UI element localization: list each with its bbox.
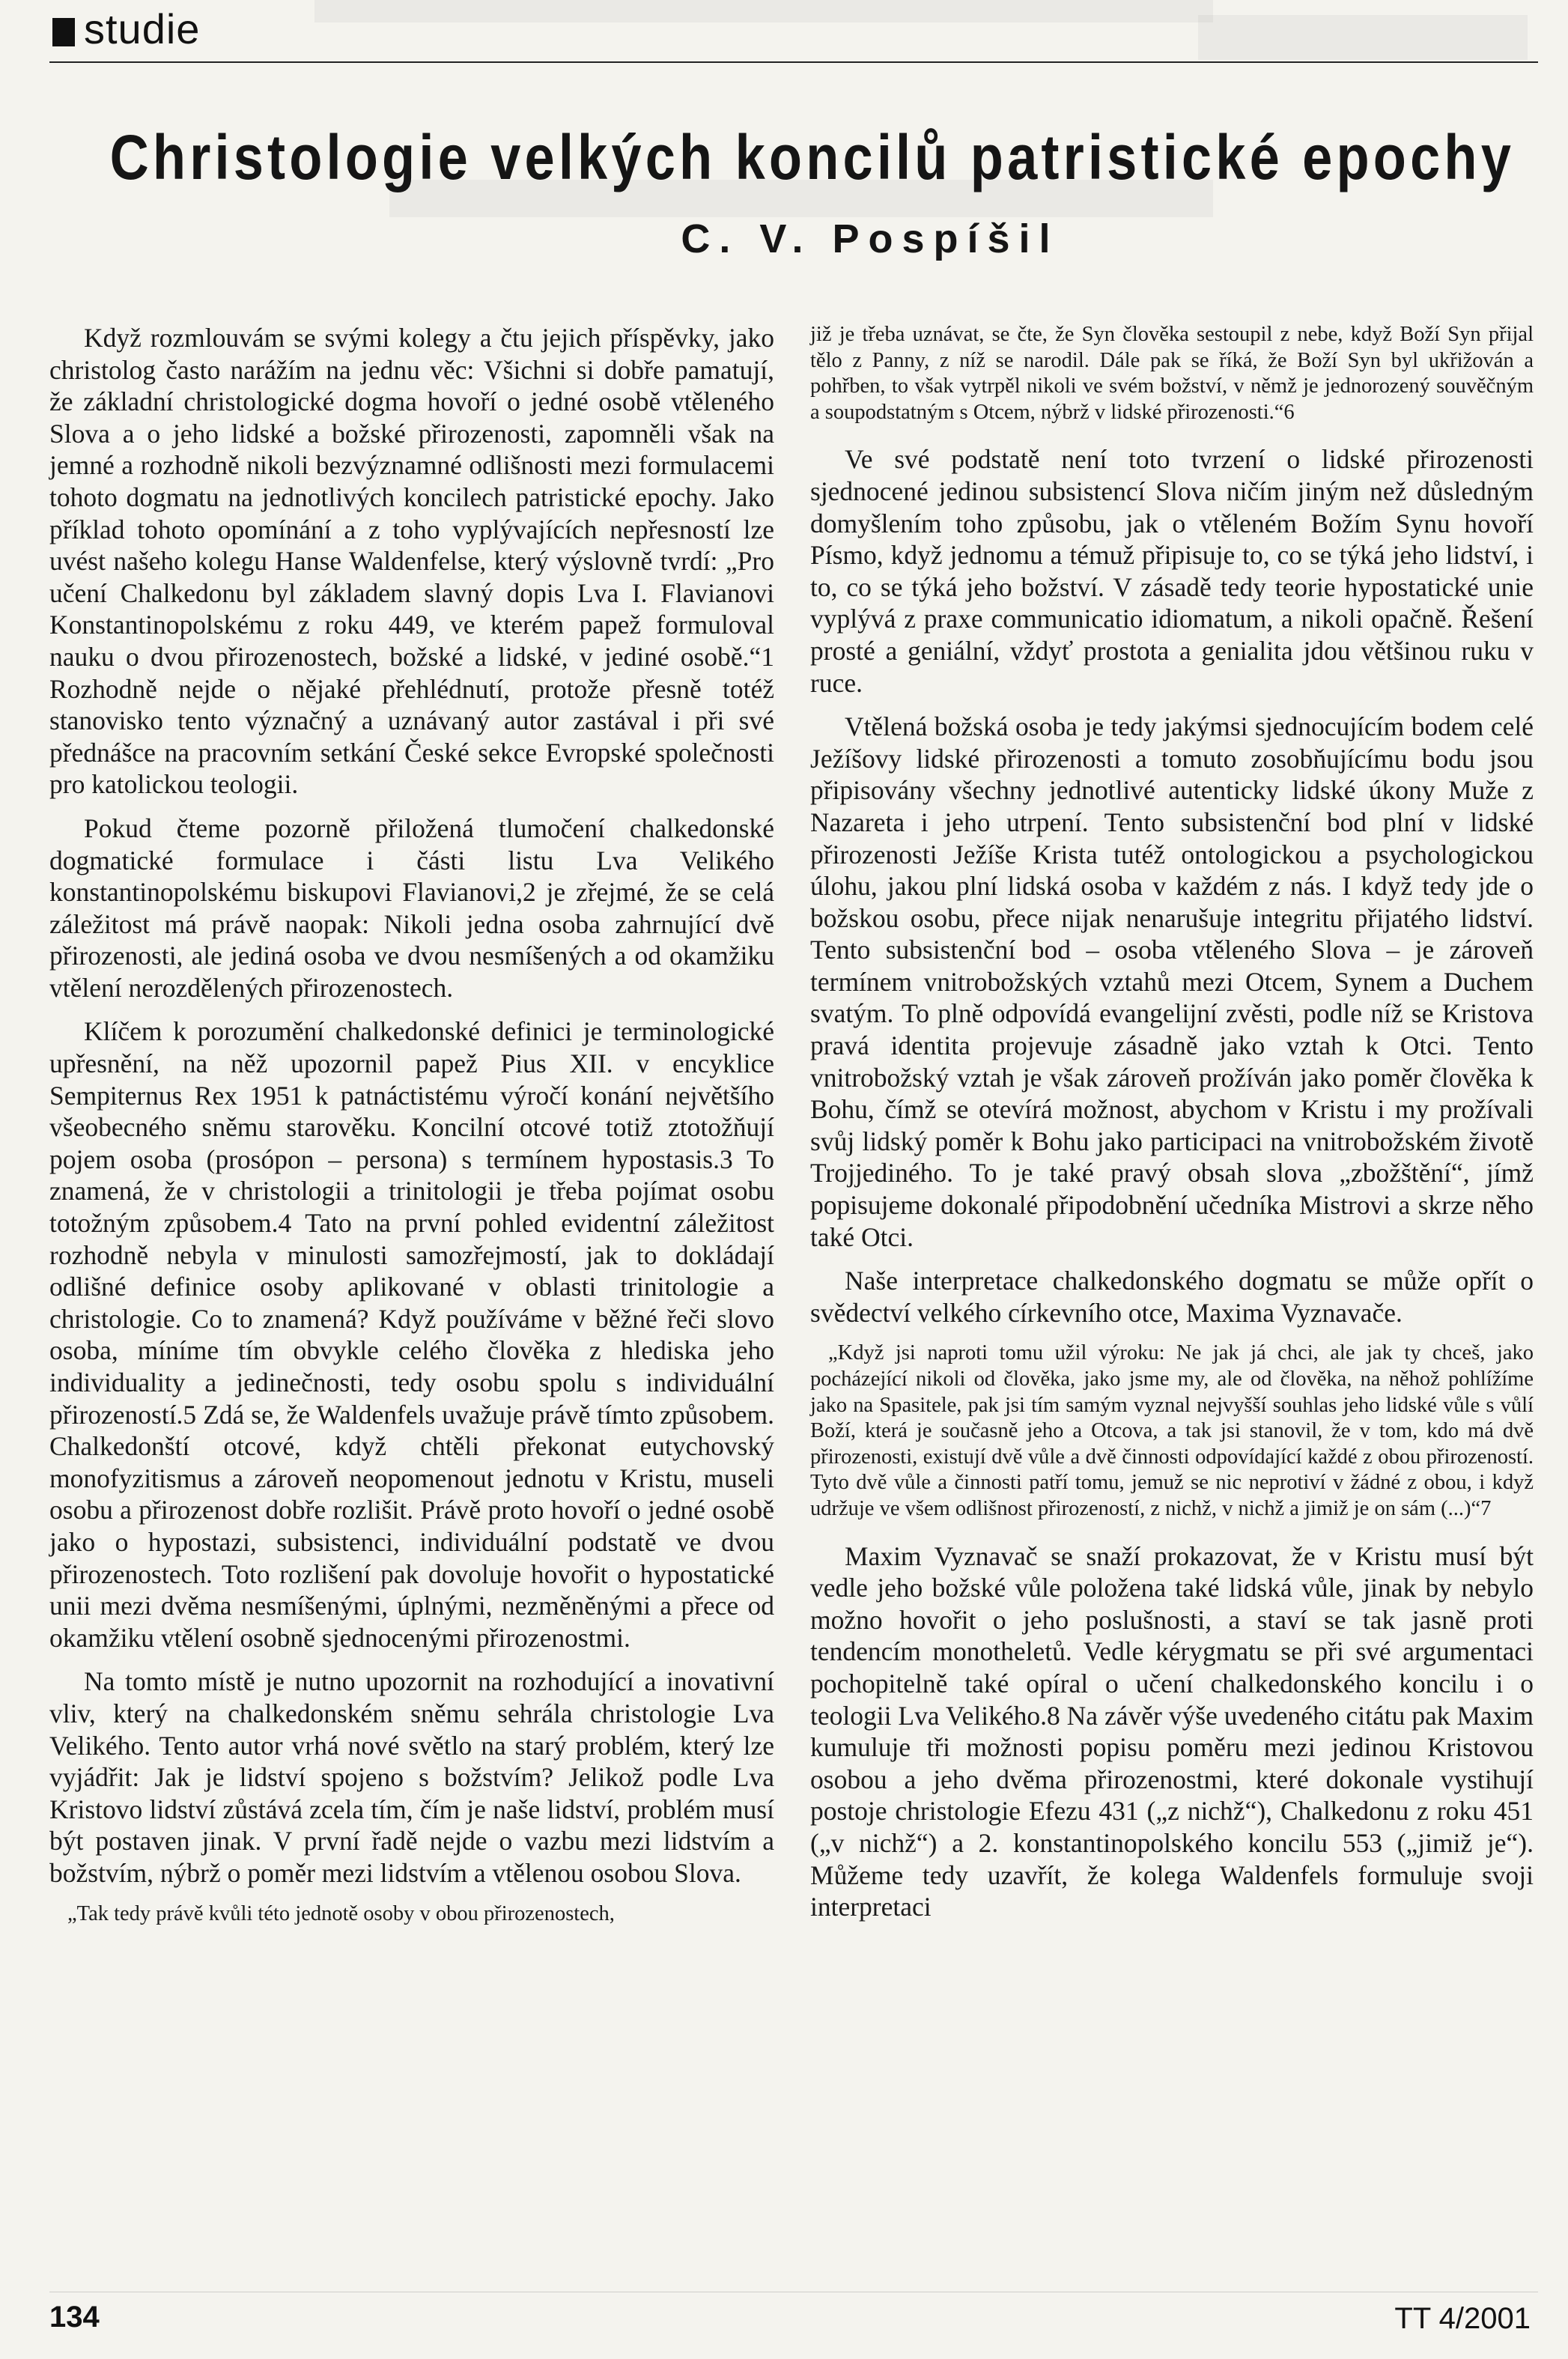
- paragraph: Pokud čteme pozorně přiložená tlumočení chalkedonské dogmatické formulace i části listu Lva Velikého konstantinopolskému biskupovi Flavianovi,2 je zřejmé, že se celá záležitost má právě naopak: Nikoli jedna osoba zahrnující dvě přirozenosti, ale jediná osoba ve dvou nesmíšených a od okamžiku vtělení nerozdělených přirozenostech.: [49, 813, 774, 1003]
- paragraph: Vtělená božská osoba je tedy jakýmsi sjednocujícím bodem celé Ježíšovy lidské přirozenosti a tomuto zosobňujícímu bodu jsou připisovány všechny jednotlivé autenticky lidské úkony Muže z Nazareta i jeho utrpení. Tento subsistenční bod plní v lidské přirozenosti Ježíše Krista tutéž ontologickou a psychologickou úlohu, jakou plní lidská osoba v každém z nás. I když tedy jde o božskou osobu, přece nijak nenarušuje integritu přijatého lidství. Tento subsistenční bod – osoba vtěleného Slova – je zároveň termínem vnitrobožských vztahů mezi Otcem, Synem a Duchem svatým. To plně odpovídá evangelijní zvěsti, podle níž se Kristova pravá identita projevuje zásadně jako vztah k Otci. Tento vnitrobožský vztah je však zároveň prožíván jako poměr člověka k Bohu, čímž se otevírá možnost, abychom v Kristu i my prožívali svůj lidský poměr k Bohu jako participaci na vnitrobožském životě Trojjediného. To je také pravý obsah slova „zbožštění“, jímž popisujeme dokonalé připodobnění učedníka Mistrovi a skrze něho také Otci.: [810, 711, 1534, 1252]
- block-quote-maximus: „Když jsi naproti tomu užil výroku: Ne jak já chci, ale jak ty chceš, jako pocházející nikoli od člověka, jako jsme my, ale od člověka, na něhož pohlížíme jako na Spasitele, pak jsi tím samým vyznal nejvyšší souhlas jeho lidské vůle s vůlí Boží, která je současně jeho a Otcova, a tak jsi stanovil, že v tom, kdo má dvě přirozenosti, existují dvě vůle a dvě činnosti odpovídající každé z obou přirozeností. Tyto dvě vůle a činnosti patří tomu, jemuž se nic neprotiví v žádné z obou, i když udržuje ve všem odlišnost přirozeností, z nichž, v nichž a jimiž je on sám (...)“7: [810, 1341, 1534, 1520]
- block-quote-end: již je třeba uznávat, se čte, že Syn člověka sestoupil z nebe, když Boží Syn přijal tělo z Panny, z níž se narodil. Dále pak se říká, že Boží Syn byl ukřižován a pohřben, to však vytrpěl nikoli ve svém božství, v němž je jednorozený souvěčným a soupodstatným s Otcem, nýbrž v lidské přirozenosti.“6: [810, 323, 1534, 424]
- paragraph: Když rozmlouvám se svými kolegy a čtu jejich příspěvky, jako christolog často narážím na jednu věc: Všichni si dobře pamatují, že základní christologické dogma hovoří o jedné osobě vtěleného Slova a o jeho lidské a božské přirozenosti, zapomněli však na jemné a rozhodně nikoli bezvýznamné odlišnosti mezi formulacemi tohoto dogmatu na jednotlivých koncilech patristické epochy. Jako příklad tohoto opomínání a z toho vyplývajících nepřesností lze uvést našeho kolegu Hanse Waldenfelse, který výslovně tvrdí: „Pro učení Chalkedonu byl základem slavný dopis Lva I. Flavianovi Konstantinopolskému z roku 449, ve kterém papež formuloval nauku o dvou přirozenostech, božské a lidské, v jediné osobě.“1 Rozhodně nejde o nějaké přehlédnutí, protože přesně totéž stanovisko tento význačný a uznávaný autor zastával i při své přednášce na pracovním setkání České sekce Evropské společnosti pro katolickou teologii.: [49, 323, 774, 800]
- article-author: C. V. Pospíšil: [681, 216, 1060, 261]
- right-column: [810, 322, 1534, 1935]
- block-quote-start: „Tak tedy právě kvůli této jednotě osoby v obou přirozenostech,: [67, 1901, 615, 1925]
- paragraph: Ve své podstatě není toto tvrzení o lidské přirozenosti sjednocené jedinou subsistencí Slova ničím jiným než důsledným domyšlením toho způsobu, jak o vtěleném Božím Synu hovoří Písmo, když jednomu a témuž připisuje to, co se týká jeho lidství, i to, co se týká jeho božství. V zásadě tedy teorie hypostatické unie vyplývá z praxe communicatio idiomatum, a nikoli opačně. Řešení prosté a geniální, vždyť prostota a genialita jdou většinou ruku v ruce.: [810, 444, 1534, 698]
- section-marker-square: [52, 18, 75, 46]
- paragraph: Na tomto místě je nutno upozornit na rozhodující a inovativní vliv, který na chalkedonském sněmu sehrála christologie Lva Velikého. Tento autor vrhá nové světlo na starý problém, který lze vyjádřit: Jak je lidství spojeno s božstvím? Jelikož podle Lva Kristovo lidství zůstává zcela tím, čím je naše lidství, problém musí být postaven jinak. V první řadě nejde o vazbu mezi lidstvím a božstvím, nýbrž o poměr mezi lidstvím a vtělenou osobou Slova.: [49, 1666, 774, 1888]
- bleed-through-texture: [1198, 15, 1528, 60]
- left-column: [49, 322, 774, 1945]
- paragraph: Naše interpretace chalkedonského dogmatu se může opřít o svědectví velkého církevního otce, Maxima Vyznavače.: [810, 1266, 1534, 1328]
- section-label: studie: [84, 5, 201, 52]
- bleed-through-texture: [314, 0, 1213, 22]
- paragraph: Klíčem k porozumění chalkedonské definici je terminologické upřesnění, na něž upozornil papež Pius XII. v encyklice Sempiternus Rex 1951 k patnáctistému výročí konání největšího všeobecného sněmu starověku. Koncilní otcové totiž ztotožňují pojem osoba (prosópon – persona) s termínem hypostasis.3 To znamená, že v christologii a trinitologii je třeba pojímat osobu totožným způsobem.4 Tato na první pohled evidentní záležitost rozhodně nebyla v minulosti samozřejmostí, jak to dokládají odlišné definice osoby aplikované v oblasti trinitologie a christologie. Co to znamená? Když používáme v běžné řeči slovo osoba, míníme tím obvykle celého člověka z hlediska jeho individuality a jedinečnosti, tedy osobu spolu s individuální přirozeností.5 Zdá se, že Waldenfels uvažuje právě tímto způsobem. Chalkedonští otcové, když chtěli překonat eutychovský monofyzitismus a zároveň neopomenout jednotu v Kristu, museli osobu a přirozenost dobře rozlišit. Právě proto hovoří o jedné osobě jako o hypostazi, subsistenci, individuální podstatě ve dvou přirozenostech. Toto rozlišení pak dovoluje hovořit o hypostatické unii mezi dvěma nesmíšenými, úplnými, nezměněnými a přece od okamžiku vtělení osobně sjednocenými přirozenostmi.: [49, 1016, 774, 1653]
- paragraph: Maxim Vyznavač se snaží prokazovat, že v Kristu musí být vedle jeho božské vůle položena také lidská vůle, jinak by nebylo možno hovořit o jeho poslušnosti, a staví se tak jasně proti tendencím monotheletů. Vedle kérygmatu se při své argumentaci pochopitelně také opíral o učení chalkedonského koncilu i o teologii Lva Velikého.8 Na závěr výše uvedeného citátu pak Maxim kumuluje tři možnosti popisu poměru mezi jedinou Kristovou osobou a jeho dvěma přirozenostmi, které dokonale vystihují postoje christologie Efezu 431 („z nichž“), Chalkedonu z roku 451 („v nichž“) a 2. konstantinopolského koncilu 553 („jimiž je“). Můžeme tedy uzavřít, že kolega Waldenfels formuluje svoji interpretaci: [810, 1540, 1534, 1922]
- header-rule: [49, 61, 1538, 63]
- page-number: 134: [49, 2301, 100, 2334]
- article-title: Christologie velkých koncilů patristické epochy: [109, 122, 1516, 192]
- journal-issue: TT 4/2001: [1394, 2302, 1531, 2335]
